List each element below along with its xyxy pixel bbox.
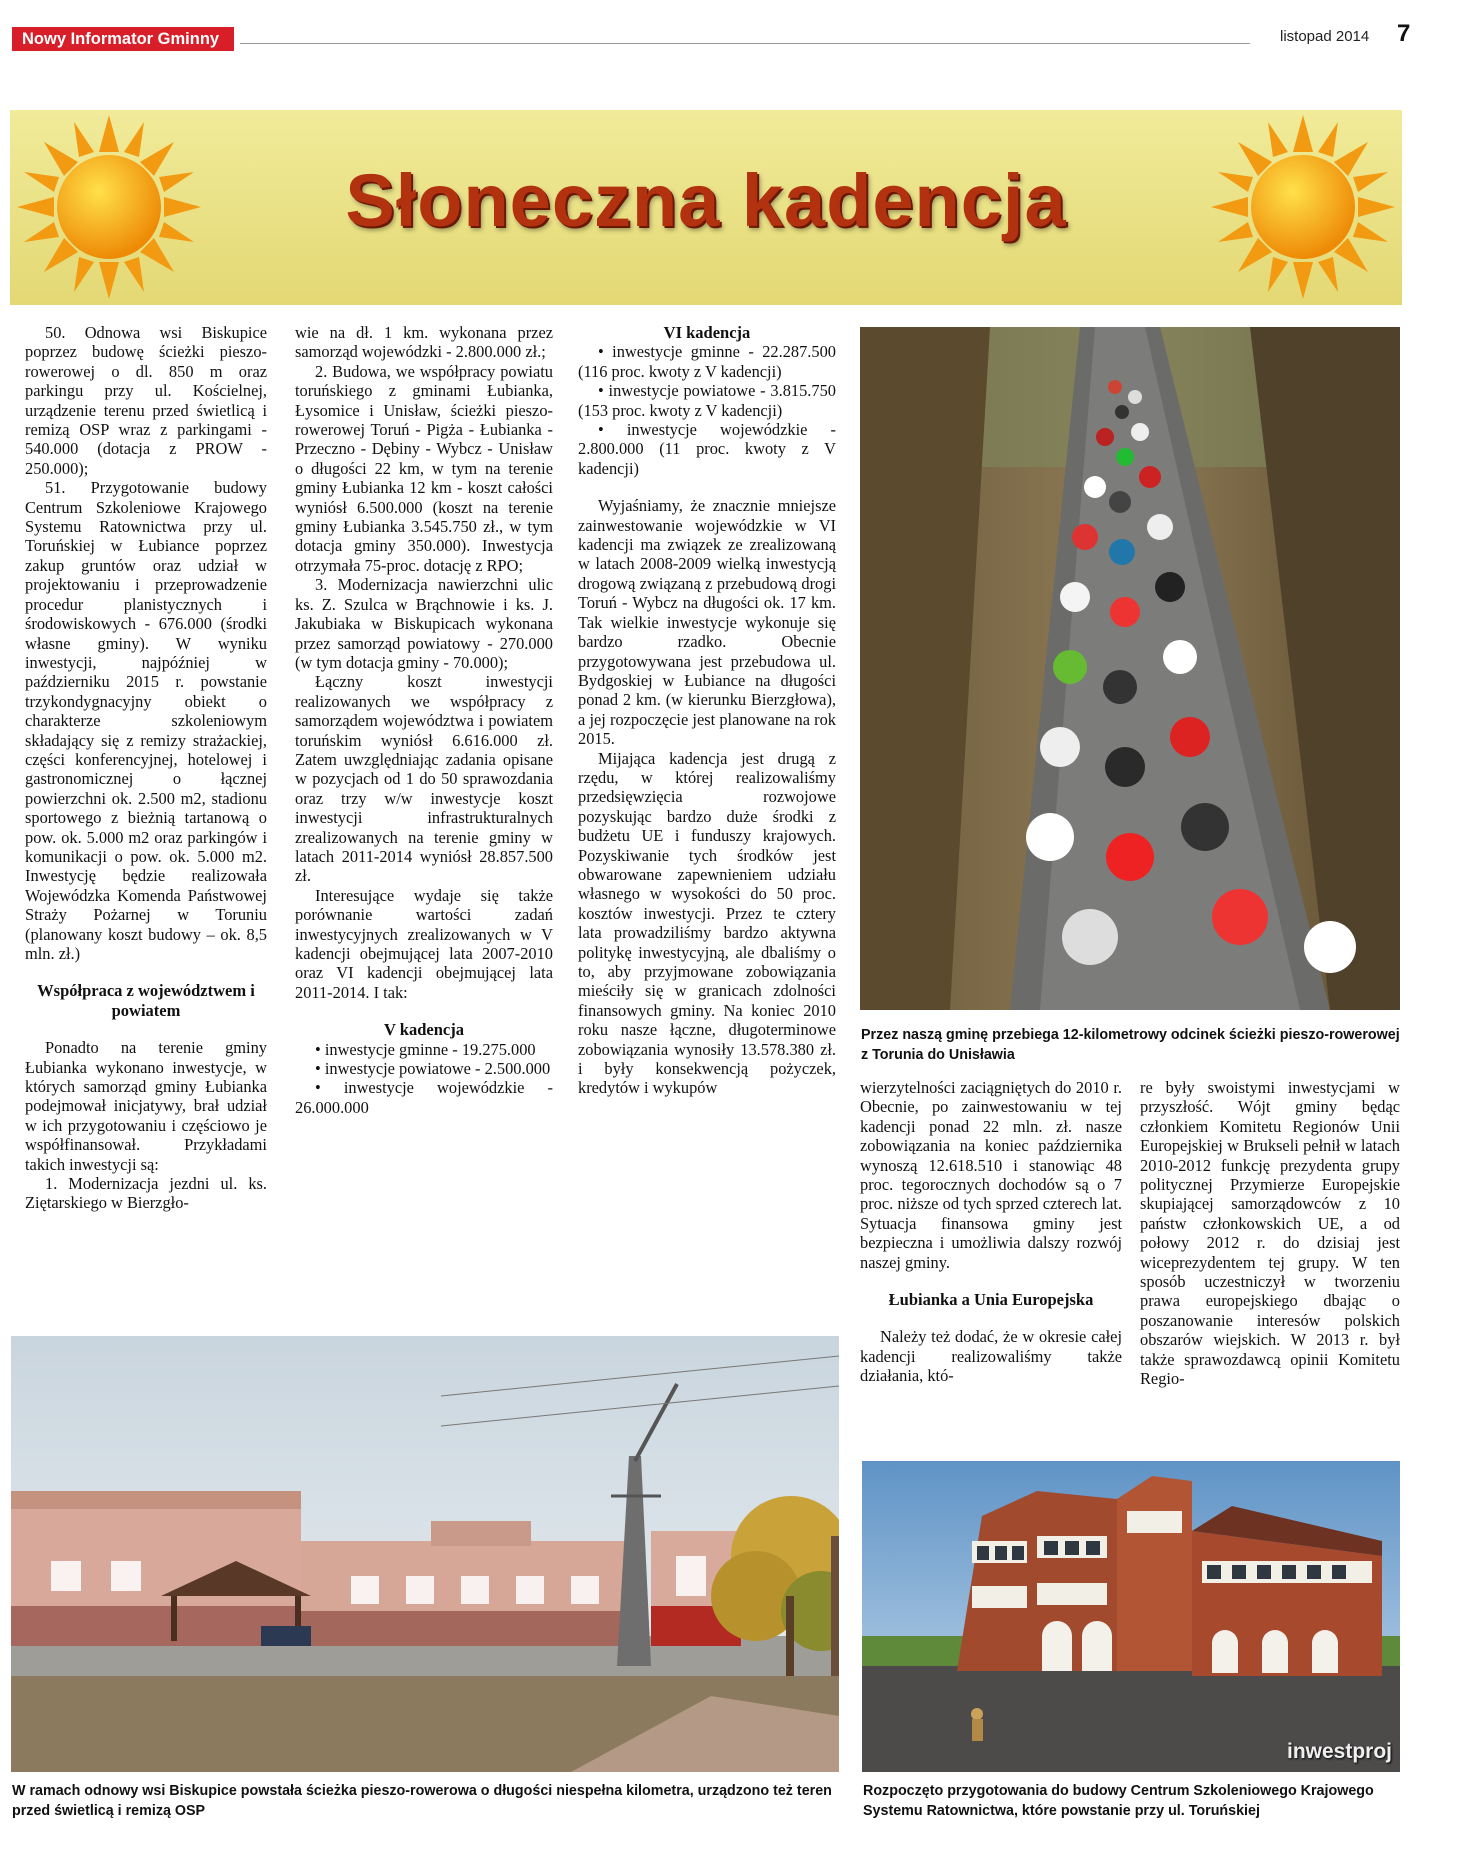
paragraph: 3. Modernizacja nawierzchni ulic ks. Z. Szulca w Brąchnowie i ks. J. Jakubiaka w Biskupicach wykonana przez samorząd powiatowy - 270.000 (w tym dotacja gminy - 70.000); bbox=[295, 575, 553, 672]
paragraph: 51. Przygotowanie budowy Centrum Szkoleniowe Krajowego Systemu Ratownictwa przy ul. Toruńskiej w Łubiance poprzez zakup gruntów oraz udział w projektowaniu i przeprowadzenie procedur planistycznych i środowiskowych - 676.000 (środki własne gminy). W wyniku inwestycji, najpóźniej w październiku 2015 r. powstanie trzykondygnacyjny obiekt o charakterze szkoleniowym składający się z remizy strażackiej, części konferencyjnej, hotelowej i gastronomicznej o łącznej powierzchni ok. 2.500 m2, stadionu sportowego z bieżnią tartanową o pow. ok. 5.000 m2 oraz parkingów i komunikacji o pow. ok. 5.000 m2. Inwestycję będzie realizowała Wojewódzka Komenda Państwowej Straży Pożarnej w Toruniu (planowany koszt budowy – ok. 8,5 mln. zł.) bbox=[25, 478, 267, 963]
inwestproj-logo: inwestproj bbox=[1286, 1740, 1392, 1763]
article-column-1 bbox=[25, 323, 267, 1213]
paragraph: Należy też dodać, że w okresie całej kadencji realizowaliśmy także działania, któ- bbox=[860, 1327, 1122, 1386]
article-column-4 bbox=[860, 1078, 1122, 1386]
bullet-item: • inwestycje wojewódzkie - 2.800.000 (11 proc. kwoty z V kadencji) bbox=[578, 420, 836, 478]
paragraph: 1. Modernizacja jezdni ul. ks. Ziętarskiego w Bierzgło- bbox=[25, 1174, 267, 1213]
paragraph: Wyjaśniamy, że znacznie mniejsze zainwestowanie wojewódzkie w VI kadencji ma związek ze zrealizowaną w latach 2008-2009 wielką inwestycją drogową związaną z przebudową drogi Toruń - Wybcz na długości ok. 17 km. Tak wielkie inwestycje wykonuje się bardzo rzadko. Obecnie przygotowywana jest przebudowa ul. Bydgoskiej w Łubiance na długości ponad 2 km. (w kierunku Bierzgłowa), a jej rozpoczęcie jest planowane na rok 2015. bbox=[578, 496, 836, 749]
paragraph: Interesujące wydaje się także porównanie wartości zadań inwestycyjnych zrealizowanych w V kadencji obejmującej lata 2007-2010 oraz VI kadencji obejmującej lata 2011-2014. I tak: bbox=[295, 885, 553, 1002]
page-number: 7 bbox=[1397, 20, 1411, 47]
banner-title: Słoneczna kadencja bbox=[345, 159, 1067, 242]
publication-tag: Nowy Informator Gminny bbox=[12, 27, 234, 51]
paragraph: Ponadto na terenie gminy Łubianka wykonano inwestycje, w których samorząd gminy Łubianka podejmował inicjatywy, brał udział w ich przygotowaniu i częściowo je współfinansował. Przykładami takich inwestycji są: bbox=[25, 1038, 267, 1174]
bullet-item: • inwestycje powiatowe - 2.500.000 bbox=[315, 1059, 551, 1079]
paragraph: Łączny koszt inwestycji realizowanych we współpracy z samorządem województwa i powiatem toruńskim wyniósł 6.616.000 zł. Zatem uwzględniając zadania opisane w pozycjach od 1 do 50 sprawozdania oraz trzy w/w inwestycje koszt inwestycji infrastrukturalnych zrealizowanych na terenie gminy w latach 2011-2014 wyniósł 28.857.500 zł. bbox=[295, 672, 553, 886]
runners-photo bbox=[860, 327, 1400, 1010]
header-rule bbox=[240, 43, 1250, 44]
bullet-item: • inwestycje gminne - 19.275.000 bbox=[315, 1039, 536, 1059]
building-rendering bbox=[862, 1461, 1400, 1772]
title-banner bbox=[10, 110, 1402, 305]
section-heading: V kadencja bbox=[384, 1020, 464, 1040]
paragraph: wie na dł. 1 km. wykonana przez samorząd wojewódzki - 2.800.000 zł.; bbox=[295, 323, 553, 362]
paragraph: re były swoistymi inwestycjami w przyszłość. Wójt gminy będąc członkiem Komitetu Regionów Unii Europejskiej w Brukseli pełnił w latach 2010-2012 funkcję prezydenta grupy politycznej Przymierze Europejskie skupiającej samorządowców z 10 państw członkowskich UE, a od połowy 2012 r. do dzisiaj jest wiceprezydentem tej grupy. W ten sposób uczestniczył w tworzeniu prawa europejskiego dbając o poszanowanie interesów polskich obszarów wiejskich. W 2013 r. był także sprawozdawcą opinii Komitetu Regio- bbox=[1140, 1078, 1400, 1389]
photo-caption: W ramach odnowy wsi Biskupice powstała ścieżka pieszo-rowerowa o długości niespełna kilometra, urządzono też teren przed świetlicą i remizą OSP bbox=[12, 1783, 832, 1819]
section-heading: VI kadencja bbox=[663, 323, 751, 342]
section-heading: Łubianka a Unia Europejska bbox=[888, 1290, 1094, 1310]
photo-caption: Rozpoczęto przygotowania do budowy Centrum Szkoleniowego Krajowego Systemu Ratownictwa, które powstanie przy ul. Toruńskiej bbox=[863, 1783, 1374, 1819]
article-column-2 bbox=[295, 323, 553, 1117]
issue-date: listopad 2014 bbox=[1280, 28, 1370, 45]
bullet-item: • inwestycje wojewódzkie - 26.000.000 bbox=[295, 1078, 553, 1117]
paragraph: Mijająca kadencja jest drugą z rzędu, w której realizowaliśmy przedsięwzięcia rozwojowe pozyskując bardzo duże środki z budżetu UE i funduszy krajowych. Pozyskiwanie tych środków jest obwarowane zapewnieniem udziału własnego w wysokości do 50 proc. kosztów inwestycji. Przez te cztery lata prowadziliśmy bardzo aktywna politykę inwestycyjną, ale dbaliśmy o to, aby przyjmowane zobowiązania mieściły się w granicach zdolności finansowych gminy. Na koniec 2010 roku nasze łączne, długoterminowe zobowiązania wynosiły 13.578.380 zł. i były konsekwencją pożyczek, kredytów i wykupów bbox=[578, 748, 836, 1098]
paragraph: 50. Odnowa wsi Biskupice poprzez budowę ścieżki pieszo-rowerowej o dl. 850 m oraz parkingu przy ul. Kościelnej, urządzenie terenu przed świetlicą i remizą OSP wraz z parkingami - 540.000 (dotacja z PROW - 250.000); bbox=[25, 323, 267, 478]
bullet-item: • inwestycje gminne - 22.287.500 (116 proc. kwoty z V kadencji) bbox=[578, 342, 836, 381]
paragraph: wierzytelności zaciągniętych do 2010 r. Obecnie, po zainwestowaniu w tej kadencji ponad 22 mln. zł. nasze zobowiązania na koniec października wynoszą 12.618.510 i stanowiąc 48 proc. tegorocznych dochodów są o 7 proc. niższe od tych sprzed czterech lat. Sytuacja finansowa gminy jest bezpieczna i umożliwia dalszy rozwój naszej gminy. bbox=[860, 1078, 1122, 1272]
bullet-item: • inwestycje powiatowe - 3.815.750 (153 proc. kwoty z V kadencji) bbox=[578, 381, 836, 420]
article-column-5 bbox=[1140, 1078, 1400, 1389]
village-photo bbox=[11, 1336, 839, 1772]
photo-caption: Przez naszą gminę przebiega 12-kilometrowy odcinek ścieżki pieszo-rowerowej z Torunia do Unisławia bbox=[861, 1027, 1400, 1063]
section-heading: Współpraca z województwem i powiatem bbox=[37, 981, 255, 1020]
paragraph: 2. Budowa, we współpracy powiatu toruńskiego z gminami Łubianka, Łysomice i Unisław, ścieżki pieszo-rowerowej Toruń - Pigża - Łubianka - Przeczno - Dębiny - Wybcz - Unisław o długości 22 km, w tym na terenie gminy Łubianka 12 km - koszt całości wyniósł 6.500.000 (koszt na terenie gminy Łubianka 3.545.750 zł., w tym dotacja gminy 350.000). Inwestycja otrzymała 75-proc. dotację z RPO; bbox=[295, 361, 553, 575]
article-column-3 bbox=[578, 323, 836, 1098]
